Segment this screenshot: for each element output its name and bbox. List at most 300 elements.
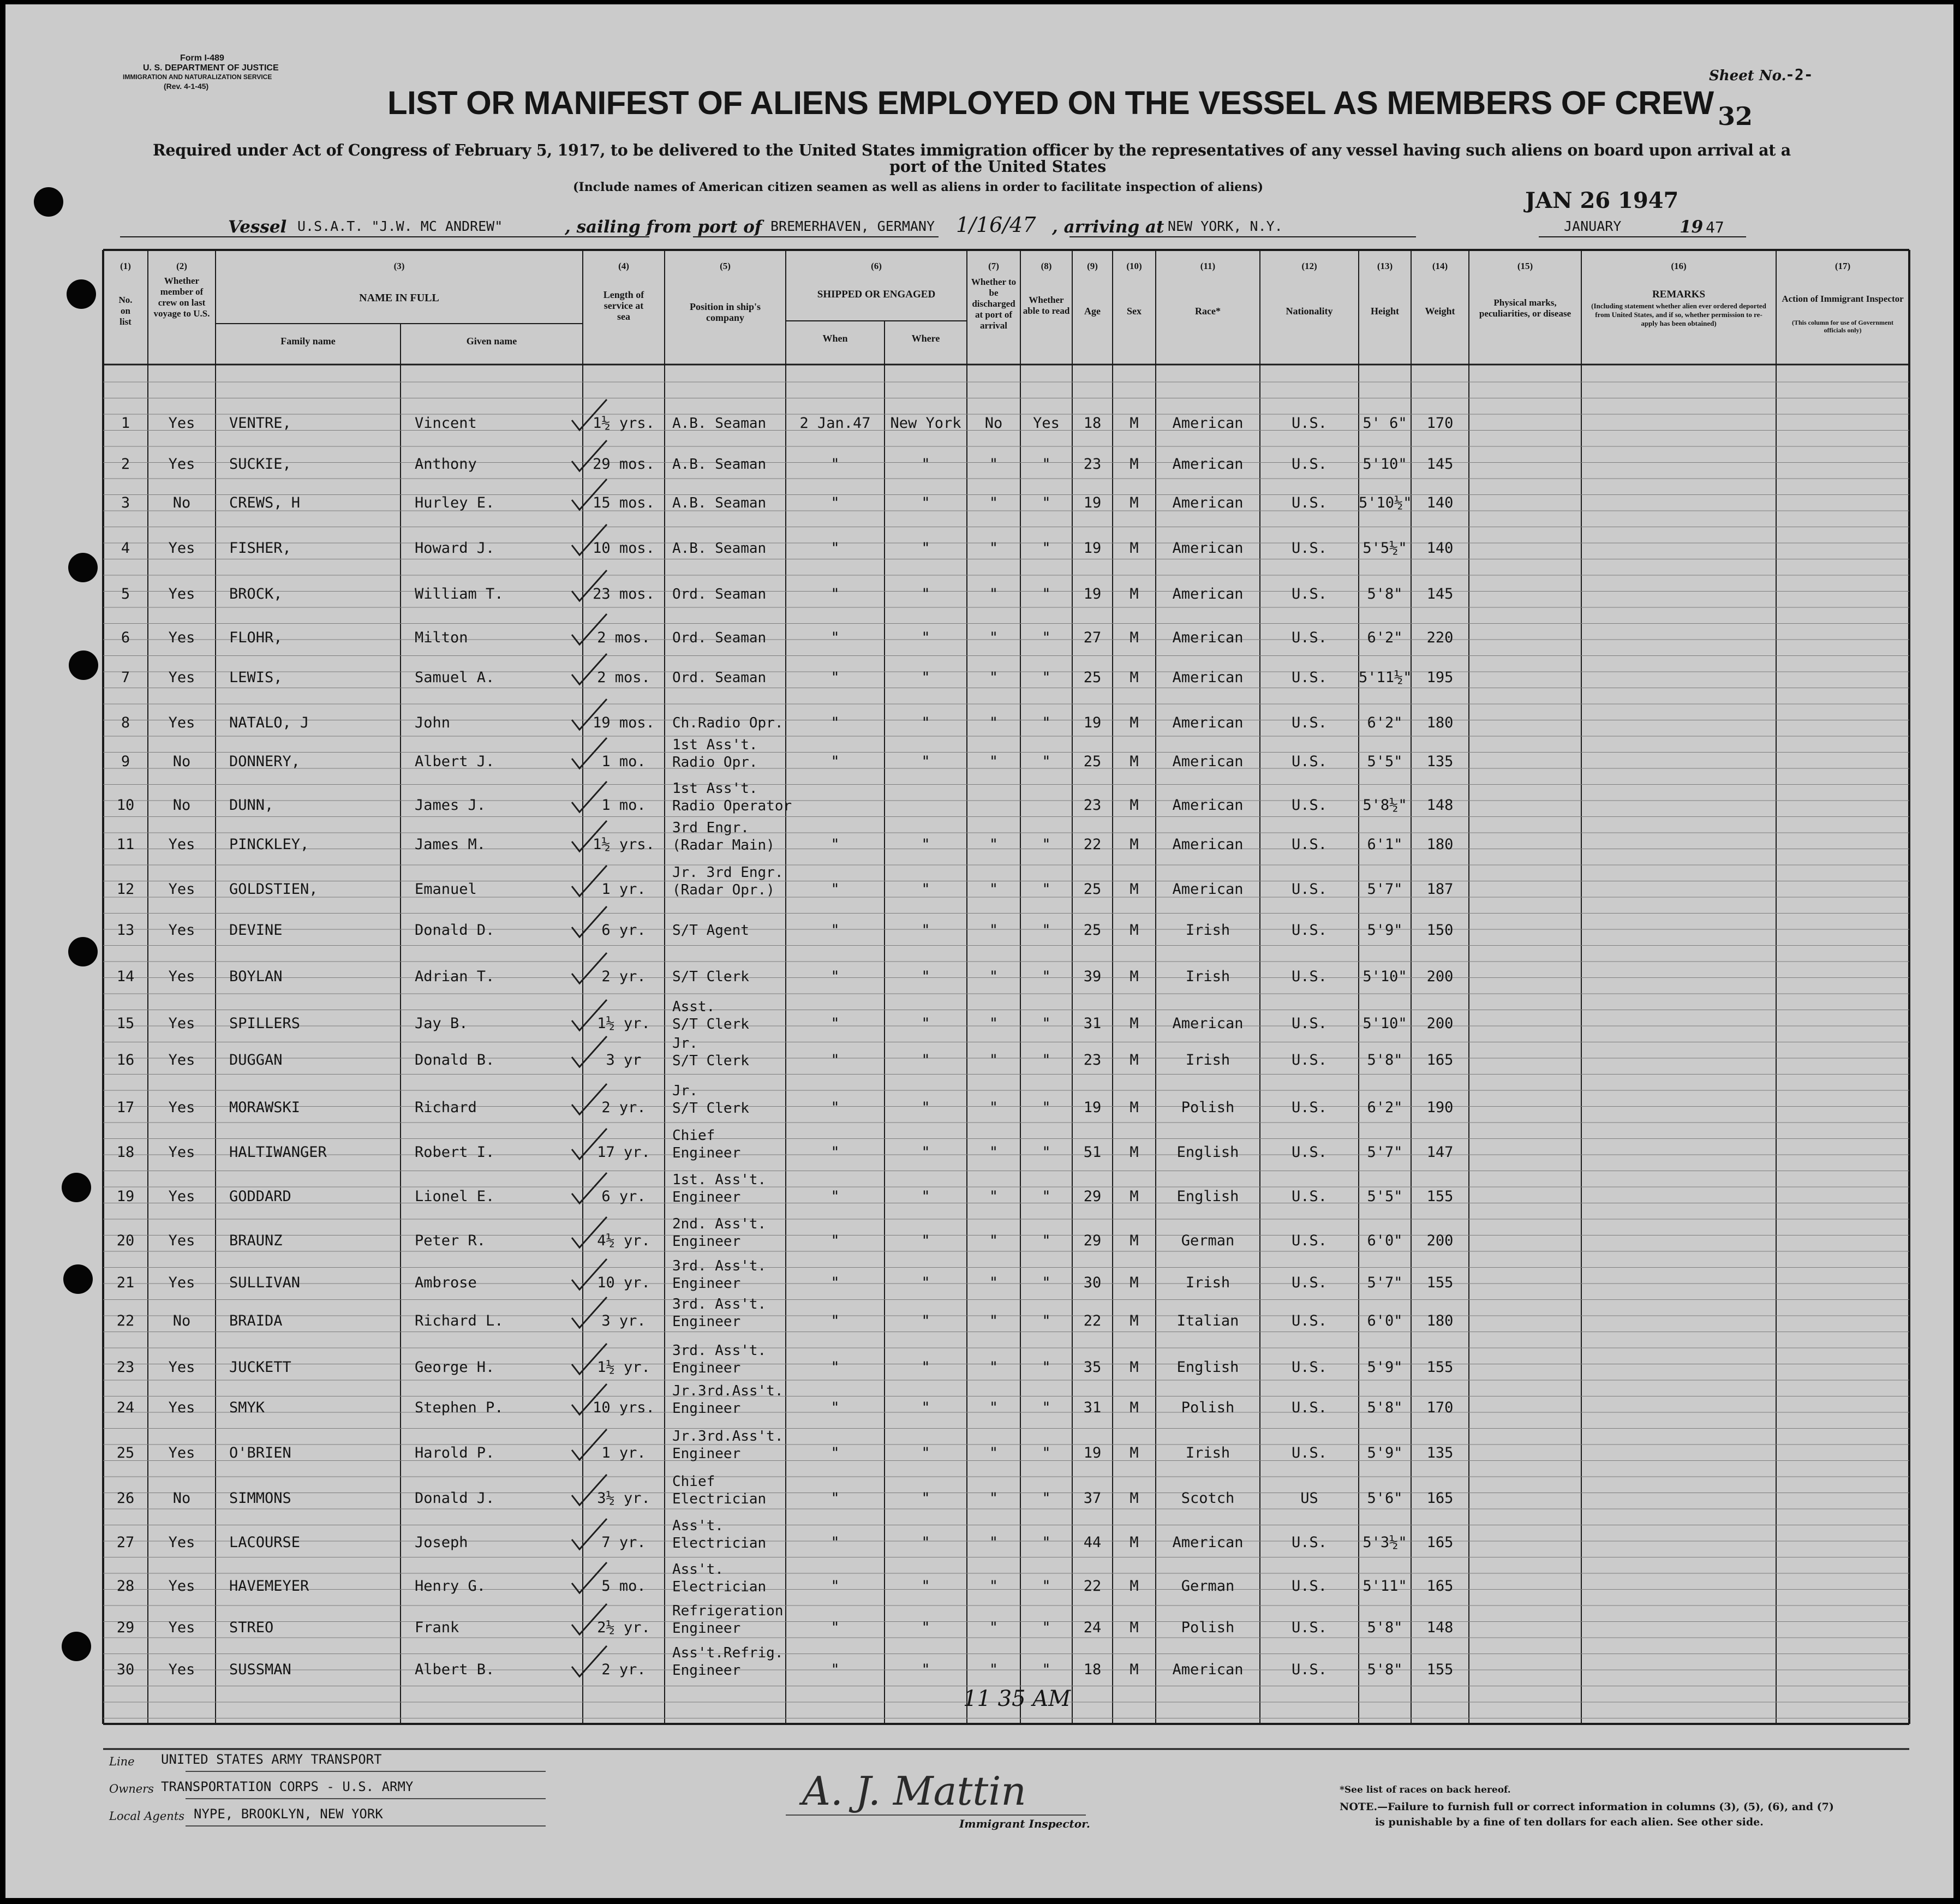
discharged: " bbox=[989, 1144, 999, 1161]
sex: M bbox=[1130, 797, 1139, 814]
length-of-service: 15 mos. bbox=[593, 494, 655, 511]
shipped-when: " bbox=[830, 1188, 840, 1205]
sex: M bbox=[1130, 1399, 1139, 1416]
age: 24 bbox=[1083, 1619, 1102, 1636]
age: 23 bbox=[1083, 456, 1102, 473]
length-of-service: 19 mos. bbox=[593, 714, 655, 731]
form-department: U. S. DEPARTMENT OF JUSTICE bbox=[143, 63, 279, 73]
previous-voyage: Yes bbox=[168, 1619, 195, 1636]
height: 5'6" bbox=[1367, 1490, 1403, 1507]
sex: M bbox=[1130, 1232, 1139, 1249]
check-mark bbox=[572, 1000, 607, 1030]
form-service: IMMIGRATION AND NATURALIZATION SERVICE bbox=[123, 73, 272, 81]
family-name: O'BRIEN bbox=[229, 1445, 291, 1461]
shipped-where: " bbox=[921, 586, 930, 602]
family-name: BOYLAN bbox=[229, 968, 283, 985]
height: 5'7" bbox=[1367, 1274, 1403, 1291]
position: Ass't. bbox=[672, 1518, 724, 1534]
check-mark bbox=[572, 1084, 607, 1114]
position: Engineer bbox=[672, 1360, 741, 1376]
sex: M bbox=[1130, 1144, 1139, 1161]
shipped-where: " bbox=[921, 1274, 930, 1291]
line-label: Line bbox=[109, 1755, 135, 1768]
age: 22 bbox=[1083, 1578, 1102, 1595]
col3-num: (3) bbox=[393, 261, 405, 271]
col5-header: Position in ship's company bbox=[689, 301, 761, 323]
discharged: " bbox=[989, 753, 999, 770]
col5-num: (5) bbox=[720, 261, 731, 271]
check-mark bbox=[572, 821, 607, 851]
previous-voyage: Yes bbox=[168, 968, 195, 985]
shipped-where: " bbox=[921, 1052, 930, 1069]
shipped-where: " bbox=[921, 540, 930, 557]
shipped-where: " bbox=[921, 836, 930, 853]
family-name: GOLDSTIEN, bbox=[229, 881, 318, 898]
race: Polish bbox=[1181, 1619, 1235, 1636]
family-name: SUCKIE, bbox=[229, 456, 291, 473]
row-number: 13 bbox=[116, 922, 135, 939]
height: 5'8" bbox=[1367, 1619, 1403, 1636]
able-to-read: " bbox=[1042, 629, 1051, 646]
able-to-read: " bbox=[1042, 540, 1051, 557]
race: German bbox=[1181, 1232, 1235, 1249]
position: 1st Ass't. bbox=[672, 780, 758, 797]
discharged: " bbox=[989, 1099, 999, 1116]
weight: 155 bbox=[1426, 1188, 1454, 1205]
height: 5'10" bbox=[1363, 1015, 1407, 1032]
page-title: LIST OR MANIFEST OF ALIENS EMPLOYED ON THE VESSEL AS MEMBERS OF CREW bbox=[387, 85, 1714, 121]
family-name: BRAIDA bbox=[229, 1312, 283, 1329]
shipped-when: " bbox=[830, 494, 840, 511]
race: Irish bbox=[1185, 1445, 1230, 1461]
weight: 180 bbox=[1426, 714, 1454, 731]
received-stamp: JAN 26 1947 bbox=[1525, 188, 1679, 213]
col12-num: (12) bbox=[1301, 261, 1317, 271]
check-mark bbox=[572, 1344, 607, 1374]
shipped-where: " bbox=[921, 1534, 930, 1551]
shipped-where: " bbox=[921, 922, 930, 939]
age: 30 bbox=[1083, 1274, 1102, 1291]
weight: 140 bbox=[1426, 494, 1454, 511]
given-name: Ambrose bbox=[415, 1274, 477, 1291]
race: Italian bbox=[1176, 1312, 1239, 1329]
previous-voyage: Yes bbox=[168, 1359, 195, 1376]
position: S/T Clerk bbox=[672, 969, 749, 985]
nationality: U.S. bbox=[1291, 629, 1328, 646]
age: 44 bbox=[1083, 1534, 1102, 1551]
race: German bbox=[1181, 1578, 1235, 1595]
length-of-service: 23 mos. bbox=[593, 586, 655, 602]
check-mark bbox=[572, 1129, 607, 1159]
given-name: Donald B. bbox=[415, 1052, 495, 1069]
able-to-read: " bbox=[1042, 1274, 1051, 1291]
height: 6'0" bbox=[1367, 1232, 1403, 1249]
race: American bbox=[1172, 540, 1244, 557]
length-of-service: 6 yr. bbox=[601, 922, 646, 939]
nationality: U.S. bbox=[1291, 1312, 1328, 1329]
shipped-where: " bbox=[921, 494, 930, 511]
position: Chief bbox=[672, 1473, 715, 1490]
sailing-date-handwritten: 1/16/47 bbox=[956, 213, 1036, 237]
discharged: " bbox=[989, 586, 999, 602]
sailing-from: BREMERHAVEN, GERMANY bbox=[770, 218, 935, 234]
check-mark bbox=[572, 1036, 607, 1067]
col6a-header: When bbox=[822, 333, 848, 344]
position: (Radar Main) bbox=[672, 837, 775, 853]
row-number: 4 bbox=[121, 540, 130, 557]
family-name: NATALO, J bbox=[229, 714, 309, 731]
weight: 200 bbox=[1426, 1015, 1454, 1032]
position: 3rd Engr. bbox=[672, 820, 749, 836]
weight: 170 bbox=[1426, 1399, 1454, 1416]
shipped-when: " bbox=[830, 1399, 840, 1416]
position: Engineer bbox=[672, 1189, 741, 1205]
height: 5'8" bbox=[1367, 1052, 1403, 1069]
position: Engineer bbox=[672, 1275, 741, 1292]
previous-voyage: Yes bbox=[168, 922, 195, 939]
sex: M bbox=[1130, 1490, 1139, 1507]
weight: 140 bbox=[1426, 540, 1454, 557]
family-name: DEVINE bbox=[229, 922, 283, 939]
height: 5'10" bbox=[1363, 968, 1407, 985]
shipped-where: " bbox=[921, 1188, 930, 1205]
weight: 135 bbox=[1426, 1445, 1454, 1461]
family-name: DONNERY, bbox=[229, 753, 301, 770]
weight: 155 bbox=[1426, 1359, 1454, 1376]
form-revision: (Rev. 4-1-45) bbox=[164, 82, 209, 91]
length-of-service: 5 mo. bbox=[601, 1578, 646, 1595]
height: 5'11½" bbox=[1359, 669, 1412, 686]
family-name: SMYK bbox=[229, 1399, 265, 1416]
length-of-service: 2½ yr. bbox=[597, 1619, 650, 1636]
age: 19 bbox=[1083, 714, 1102, 731]
position: Electrician bbox=[672, 1579, 767, 1595]
height: 6'0" bbox=[1367, 1312, 1403, 1329]
given-name: Albert B. bbox=[415, 1661, 495, 1678]
row-number: 12 bbox=[116, 881, 135, 898]
given-name: Adrian T. bbox=[415, 968, 495, 985]
shipped-when: " bbox=[830, 714, 840, 731]
owners-value: TRANSPORTATION CORPS - U.S. ARMY bbox=[161, 1779, 414, 1794]
col6-header: SHIPPED OR ENGAGED bbox=[817, 289, 936, 300]
weight: 147 bbox=[1426, 1144, 1454, 1161]
sailing-label: , sailing from port of bbox=[565, 217, 762, 237]
sex: M bbox=[1130, 1274, 1139, 1291]
shipped-where: " bbox=[921, 753, 930, 770]
check-mark bbox=[572, 699, 607, 730]
penalty-note-cont: is punishable by a fine of ten dollars for each alien. See other side. bbox=[1375, 1816, 1764, 1828]
height: 5'8½" bbox=[1363, 797, 1407, 814]
form-number: Form I-489 bbox=[180, 53, 224, 63]
previous-voyage: Yes bbox=[168, 1534, 195, 1551]
sex: M bbox=[1130, 922, 1139, 939]
age: 19 bbox=[1083, 1445, 1102, 1461]
row-number: 28 bbox=[116, 1578, 135, 1595]
nationality: U.S. bbox=[1291, 586, 1328, 602]
position: Ord. Seaman bbox=[672, 586, 767, 602]
discharged: " bbox=[989, 714, 999, 731]
col1-header: No. on list bbox=[118, 295, 133, 327]
nationality: U.S. bbox=[1291, 1619, 1328, 1636]
position: Ch.Radio Opr. bbox=[672, 715, 784, 731]
discharged: " bbox=[989, 1359, 999, 1376]
length-of-service: 3 yr. bbox=[601, 1312, 646, 1329]
position: Jr.3rd.Ass't. bbox=[672, 1383, 784, 1399]
weight: 155 bbox=[1426, 1274, 1454, 1291]
given-name: Henry G. bbox=[415, 1578, 486, 1595]
race: Polish bbox=[1181, 1099, 1235, 1116]
check-mark bbox=[572, 1384, 607, 1414]
nationality: U.S. bbox=[1291, 1359, 1328, 1376]
position: Radio Operator bbox=[672, 798, 792, 814]
sex: M bbox=[1130, 1445, 1139, 1461]
col15-num: (15) bbox=[1517, 261, 1533, 271]
shipped-where: " bbox=[921, 714, 930, 731]
sex: M bbox=[1130, 540, 1139, 557]
given-name: Hurley E. bbox=[415, 494, 495, 511]
discharged: " bbox=[989, 1274, 999, 1291]
discharged: " bbox=[989, 494, 999, 511]
nationality: U.S. bbox=[1291, 797, 1328, 814]
discharged: " bbox=[989, 1534, 999, 1551]
shipped-when: " bbox=[830, 629, 840, 646]
weight: 165 bbox=[1426, 1490, 1454, 1507]
row-number: 9 bbox=[121, 753, 130, 770]
able-to-read: " bbox=[1042, 1052, 1051, 1069]
check-mark bbox=[572, 1429, 607, 1460]
shipped-where: " bbox=[921, 1399, 930, 1416]
col16-subheader: (Including statement whether alien ever ordered deported from United States, and if so, whether permission to re-apply has been obtained) bbox=[1591, 302, 1766, 327]
previous-voyage: No bbox=[172, 494, 191, 511]
nationality: U.S. bbox=[1291, 1578, 1328, 1595]
shipped-when: " bbox=[830, 1578, 840, 1595]
row-number: 23 bbox=[116, 1359, 135, 1376]
sheet-label: Sheet No. bbox=[1709, 68, 1786, 84]
shipped-where: New York bbox=[890, 415, 961, 432]
shipped-when: " bbox=[830, 836, 840, 853]
family-name: SIMMONS bbox=[229, 1490, 291, 1507]
able-to-read: " bbox=[1042, 1312, 1051, 1329]
col6-num: (6) bbox=[871, 261, 882, 271]
col7-header: Whether to be discharged at port of arrival bbox=[971, 277, 1017, 331]
races-note: *See list of races on back hereof. bbox=[1340, 1784, 1511, 1795]
race: Irish bbox=[1185, 922, 1230, 939]
age: 29 bbox=[1083, 1188, 1102, 1205]
previous-voyage: No bbox=[172, 1312, 191, 1329]
length-of-service: 7 yr. bbox=[601, 1534, 646, 1551]
age: 18 bbox=[1083, 1661, 1102, 1678]
sex: M bbox=[1130, 836, 1139, 853]
length-of-service: 2 mos. bbox=[597, 669, 650, 686]
check-mark bbox=[572, 654, 607, 684]
weight: 145 bbox=[1426, 456, 1454, 473]
col10-header: Sex bbox=[1127, 306, 1142, 317]
weight: 165 bbox=[1426, 1052, 1454, 1069]
col11-num: (11) bbox=[1200, 261, 1216, 271]
age: 23 bbox=[1083, 797, 1102, 814]
position: 3rd. Ass't. bbox=[672, 1258, 767, 1274]
agents-label: Local Agents bbox=[109, 1810, 185, 1823]
position: Asst. bbox=[672, 999, 715, 1015]
previous-voyage: No bbox=[172, 797, 191, 814]
able-to-read: " bbox=[1042, 1578, 1051, 1595]
age: 31 bbox=[1083, 1399, 1102, 1416]
race: American bbox=[1172, 1661, 1244, 1678]
col4-header: Length of service at sea bbox=[603, 289, 644, 322]
height: 6'1" bbox=[1367, 836, 1403, 853]
previous-voyage: Yes bbox=[168, 1052, 195, 1069]
length-of-service: 1 mo. bbox=[601, 797, 646, 814]
length-of-service: 1 yr. bbox=[601, 1445, 646, 1461]
age: 25 bbox=[1083, 881, 1102, 898]
nationality: U.S. bbox=[1291, 1399, 1328, 1416]
row-number: 1 bbox=[121, 415, 130, 432]
race: Scotch bbox=[1181, 1490, 1235, 1507]
check-mark bbox=[572, 1217, 607, 1248]
row-number: 14 bbox=[116, 968, 135, 985]
sex: M bbox=[1130, 1099, 1139, 1116]
given-name: Harold P. bbox=[415, 1445, 495, 1461]
given-name: George H. bbox=[415, 1359, 495, 1376]
shipped-when: " bbox=[830, 1619, 840, 1636]
race: American bbox=[1172, 586, 1244, 602]
position: S/T Clerk bbox=[672, 1053, 749, 1069]
length-of-service: 29 mos. bbox=[593, 456, 655, 473]
previous-voyage: No bbox=[172, 1490, 191, 1507]
discharged: No bbox=[984, 415, 1003, 432]
previous-voyage: Yes bbox=[168, 1445, 195, 1461]
row-number: 8 bbox=[121, 714, 130, 731]
race: Irish bbox=[1185, 1274, 1230, 1291]
position: Engineer bbox=[672, 1620, 741, 1637]
race: Irish bbox=[1185, 1052, 1230, 1069]
able-to-read: " bbox=[1042, 1445, 1051, 1461]
position: Electrician bbox=[672, 1491, 767, 1507]
arriving-label: , arriving at bbox=[1052, 217, 1164, 237]
weight: 180 bbox=[1426, 836, 1454, 853]
position: Refrigeration bbox=[672, 1603, 784, 1619]
nationality: U.S. bbox=[1291, 836, 1328, 853]
previous-voyage: Yes bbox=[168, 1188, 195, 1205]
height: 5'10" bbox=[1363, 456, 1407, 473]
sex: M bbox=[1130, 586, 1139, 602]
row-number: 26 bbox=[116, 1490, 135, 1507]
given-name: Richard bbox=[415, 1099, 477, 1116]
family-name: PINCKLEY, bbox=[229, 836, 309, 853]
shipped-when: " bbox=[830, 669, 840, 686]
shipped-where: " bbox=[921, 881, 930, 898]
sex: M bbox=[1130, 415, 1139, 432]
length-of-service: 1½ yrs. bbox=[593, 415, 655, 432]
age: 25 bbox=[1083, 922, 1102, 939]
check-mark bbox=[572, 479, 607, 510]
shipped-when: " bbox=[830, 1144, 840, 1161]
position: Engineer bbox=[672, 1233, 741, 1250]
discharged: " bbox=[989, 629, 999, 646]
subtitle-note: (Include names of American citizen seamen as well as aliens in order to facilitate inspection of aliens) bbox=[573, 180, 1264, 194]
length-of-service: 2 mos. bbox=[597, 629, 650, 646]
height: 6'2" bbox=[1367, 714, 1403, 731]
able-to-read: " bbox=[1042, 922, 1051, 939]
family-name: LACOURSE bbox=[229, 1534, 301, 1551]
height: 5'9" bbox=[1367, 922, 1403, 939]
given-name: Donald D. bbox=[415, 922, 495, 939]
col2-header: Whether member of crew on last voyage to U.S. bbox=[153, 276, 210, 319]
col13-num: (13) bbox=[1377, 261, 1393, 271]
position: Engineer bbox=[672, 1314, 741, 1330]
shipped-when: " bbox=[830, 1490, 840, 1507]
weight: 148 bbox=[1426, 797, 1454, 814]
nationality: U.S. bbox=[1291, 1144, 1328, 1161]
shipped-where: " bbox=[921, 1445, 930, 1461]
able-to-read: " bbox=[1042, 881, 1051, 898]
able-to-read: " bbox=[1042, 586, 1051, 602]
race: American bbox=[1172, 753, 1244, 770]
position: A.B. Seaman bbox=[672, 540, 767, 557]
shipped-when: " bbox=[830, 1015, 840, 1032]
able-to-read: " bbox=[1042, 1359, 1051, 1376]
weight: 170 bbox=[1426, 415, 1454, 432]
length-of-service: 4½ yr. bbox=[597, 1232, 650, 1249]
arrival-month: JANUARY bbox=[1564, 218, 1622, 234]
line-value: UNITED STATES ARMY TRANSPORT bbox=[161, 1752, 382, 1767]
family-name: BRAUNZ bbox=[229, 1232, 283, 1249]
nationality: U.S. bbox=[1291, 415, 1328, 432]
age: 39 bbox=[1083, 968, 1102, 985]
age: 22 bbox=[1083, 1312, 1102, 1329]
family-name: JUCKETT bbox=[229, 1359, 291, 1376]
length-of-service: 1 yr. bbox=[601, 881, 646, 898]
sex: M bbox=[1130, 494, 1139, 511]
given-name: James J. bbox=[415, 797, 486, 814]
sheet-value: -2- bbox=[1785, 65, 1813, 83]
shipped-where: " bbox=[921, 456, 930, 473]
position: S/T Agent bbox=[672, 922, 749, 939]
row-number: 24 bbox=[116, 1399, 135, 1416]
height: 5'5" bbox=[1367, 1188, 1403, 1205]
nationality: U.S. bbox=[1291, 1188, 1328, 1205]
discharged: " bbox=[989, 1445, 999, 1461]
row-number: 11 bbox=[116, 836, 135, 853]
discharged: " bbox=[989, 1578, 999, 1595]
able-to-read: " bbox=[1042, 753, 1051, 770]
shipped-where: " bbox=[921, 1312, 930, 1329]
shipped-where: " bbox=[921, 1359, 930, 1376]
sex: M bbox=[1130, 881, 1139, 898]
inspector-signature: A. J. Mattin bbox=[802, 1768, 1026, 1814]
nationality: U.S. bbox=[1291, 753, 1328, 770]
previous-voyage: Yes bbox=[168, 456, 195, 473]
weight: 150 bbox=[1426, 922, 1454, 939]
given-name: Robert I. bbox=[415, 1144, 495, 1161]
age: 19 bbox=[1083, 586, 1102, 602]
position: Engineer bbox=[672, 1145, 741, 1161]
family-name: DUGGAN bbox=[229, 1052, 283, 1069]
height: 5'8" bbox=[1367, 1399, 1403, 1416]
col17-num: (17) bbox=[1834, 261, 1851, 271]
height: 6'2" bbox=[1367, 1099, 1403, 1116]
family-name: LEWIS, bbox=[229, 669, 283, 686]
discharged: " bbox=[989, 456, 999, 473]
position: Ord. Seaman bbox=[672, 670, 767, 686]
discharged: " bbox=[989, 669, 999, 686]
previous-voyage: Yes bbox=[168, 881, 195, 898]
weight: 148 bbox=[1426, 1619, 1454, 1636]
discharged: " bbox=[989, 1661, 999, 1678]
given-name: Lionel E. bbox=[415, 1188, 495, 1205]
nationality: U.S. bbox=[1291, 1445, 1328, 1461]
shipped-when: " bbox=[830, 881, 840, 898]
